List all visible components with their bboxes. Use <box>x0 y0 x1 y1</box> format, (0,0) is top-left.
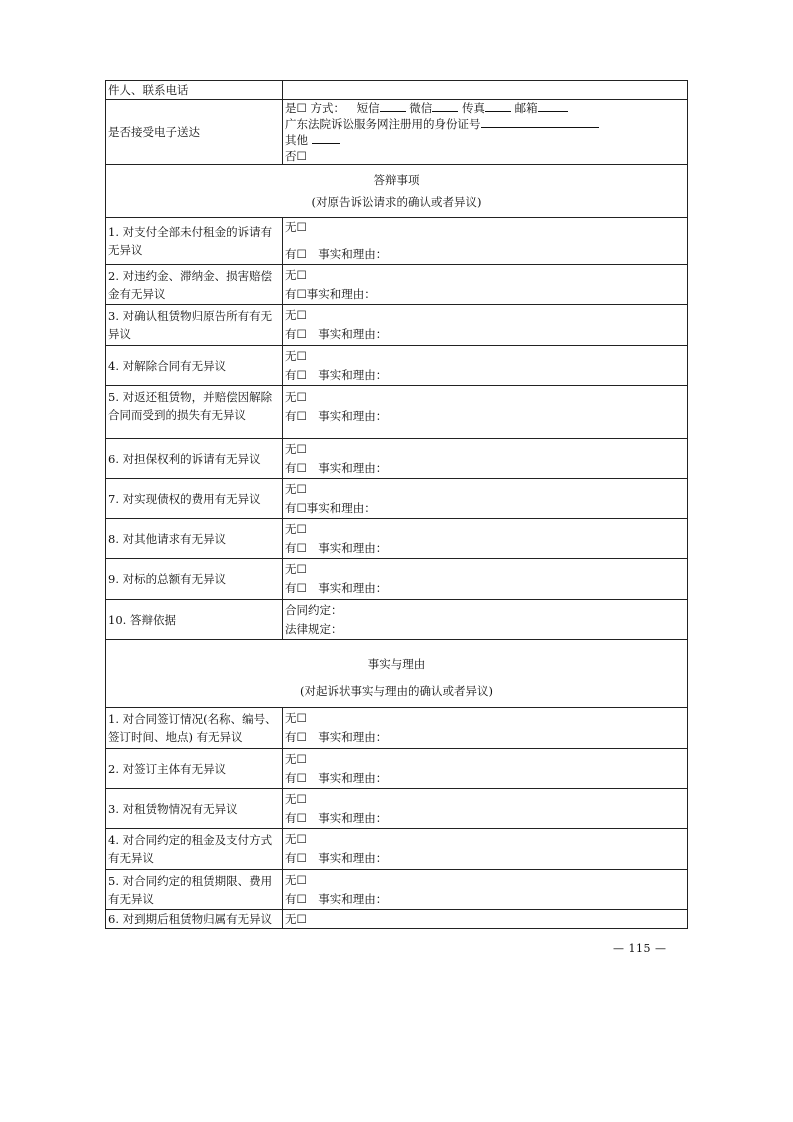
email-blank <box>538 100 568 112</box>
facts-item-row <box>106 870 688 910</box>
defense-basis-label: 10. 答辩依据 <box>106 600 283 640</box>
response-form-table <box>105 80 688 929</box>
other-blank <box>312 132 340 144</box>
has-checkbox[interactable]: 有☐ 事实和理由： <box>285 367 388 382</box>
facts-item-row <box>106 749 688 789</box>
has-checkbox[interactable]: 有☐ 事实和理由： <box>285 327 388 341</box>
defense-item-row <box>106 479 688 519</box>
opt-wechat: 微信 <box>409 101 433 115</box>
facts-section-subtitle: (对起诉状事实与理由的确认或者异议) <box>300 683 493 698</box>
has-checkbox[interactable]: 有☐ 事实和理由： <box>285 409 388 423</box>
facts-item-row <box>106 910 688 929</box>
defense-item-row <box>106 519 688 559</box>
contact-row <box>106 81 688 100</box>
id-blank <box>481 116 599 128</box>
facts-item-label: 3. 对租赁物情况有无异议 <box>106 789 283 829</box>
has-checkbox[interactable]: 有☐ 事实和理由： <box>285 581 388 595</box>
defense-item-row <box>106 439 688 479</box>
none-checkbox[interactable]: 无☐ <box>285 912 307 926</box>
sms-blank <box>380 100 406 112</box>
defense-item-label: 6. 对担保权利的诉请有无异议 <box>106 439 283 479</box>
facts-section-title: 事实与理由 <box>367 656 426 671</box>
e-service-no: 否☐ <box>285 149 307 163</box>
wechat-blank <box>432 100 458 112</box>
none-checkbox[interactable]: 无☐ <box>285 220 307 234</box>
none-checkbox[interactable]: 无☐ <box>285 441 307 456</box>
facts-item-row <box>106 829 688 870</box>
defense-item-label: 7. 对实现债权的费用有无异议 <box>106 479 283 519</box>
none-checkbox[interactable]: 无☐ <box>285 832 307 846</box>
facts-item-label: 1. 对合同签订情况(名称、编号、签订时间、地点) 有无异议 <box>106 708 283 749</box>
defense-item-label: 2. 对违约金、滞纳金、损害赔偿金有无异议 <box>106 265 283 305</box>
none-checkbox[interactable]: 无☐ <box>285 348 307 363</box>
defense-item-row <box>106 346 688 386</box>
defense-section-title: 答辩事项 <box>373 173 420 187</box>
facts-item-label: 5. 对合同约定的租赁期限、费用有无异议 <box>106 870 283 910</box>
defense-item-label: 5. 对返还租赁物，并赔偿因解除合同而受到的损失有无异议 <box>106 386 283 439</box>
contact-label: 件人、联系电话 <box>106 81 283 100</box>
has-checkbox[interactable]: 有☐ 事实和理由： <box>285 460 388 475</box>
e-service-yes: 是☐ 方式： <box>285 101 345 115</box>
defense-item-row <box>106 218 688 265</box>
defense-item-label: 9. 对标的总额有无异议 <box>106 559 283 600</box>
defense-item-row <box>106 559 688 600</box>
has-checkbox[interactable]: 有☐ 事实和理由： <box>285 247 388 261</box>
contact-value <box>283 81 688 100</box>
defense-basis-row <box>106 600 688 640</box>
opt-email: 邮箱 <box>514 101 538 115</box>
defense-item-label: 1. 对支付全部未付租金的诉请有无异议 <box>106 218 283 265</box>
opt-sms: 短信 <box>356 101 380 115</box>
defense-item-row <box>106 305 688 346</box>
defense-item-label: 3. 对确认租赁物归原告所有有无异议 <box>106 305 283 346</box>
e-service-row <box>106 100 688 165</box>
none-checkbox[interactable]: 无☐ <box>285 390 307 404</box>
fax-blank <box>485 100 511 112</box>
other-label: 其他 <box>285 133 308 147</box>
e-service-options <box>283 100 688 165</box>
none-checkbox[interactable]: 无☐ <box>285 481 307 496</box>
contract-basis: 合同约定： <box>285 602 343 617</box>
none-checkbox[interactable]: 无☐ <box>285 308 307 322</box>
page-number: — 115 — <box>613 942 667 955</box>
has-checkbox[interactable]: 有☐ 事实和理由： <box>285 770 388 785</box>
facts-item-label: 2. 对签订主体有无异议 <box>106 749 283 789</box>
none-checkbox[interactable]: 无☐ <box>285 751 307 766</box>
none-checkbox[interactable]: 无☐ <box>285 872 307 887</box>
has-checkbox[interactable]: 有☐事实和理由： <box>285 500 376 515</box>
facts-item-label: 6. 对到期后租赁物归属有无异议 <box>106 910 283 929</box>
has-checkbox[interactable]: 有☐ 事实和理由： <box>285 810 388 825</box>
has-checkbox[interactable]: 有☐ 事实和理由： <box>285 851 388 865</box>
opt-fax: 传真 <box>461 101 485 115</box>
facts-item-label: 4. 对合同约定的租金及支付方式有无异议 <box>106 829 283 870</box>
id-line-label: 广东法院诉讼服务网注册用的身份证号 <box>285 117 481 131</box>
defense-item-row <box>106 386 688 439</box>
has-checkbox[interactable]: 有☐ 事实和理由： <box>285 730 388 744</box>
facts-item-row <box>106 708 688 749</box>
none-checkbox[interactable]: 无☐ <box>285 267 307 282</box>
e-service-label: 是否接受电子送达 <box>106 100 283 165</box>
has-checkbox[interactable]: 有☐事实和理由： <box>285 286 376 301</box>
has-checkbox[interactable]: 有☐ 事实和理由： <box>285 891 388 906</box>
defense-item-label: 8. 对其他请求有无异议 <box>106 519 283 559</box>
defense-item-row <box>106 265 688 305</box>
facts-item-row <box>106 789 688 829</box>
none-checkbox[interactable]: 无☐ <box>285 521 307 536</box>
defense-item-label: 4. 对解除合同有无异议 <box>106 346 283 386</box>
none-checkbox[interactable]: 无☐ <box>285 562 307 576</box>
law-basis: 法律规定： <box>285 621 343 636</box>
defense-section-subtitle: (对原告诉讼请求的确认或者异议) <box>311 195 482 209</box>
defense-section-header <box>106 165 688 218</box>
facts-section-header <box>106 640 688 708</box>
has-checkbox[interactable]: 有☐ 事实和理由： <box>285 540 388 555</box>
none-checkbox[interactable]: 无☐ <box>285 711 307 725</box>
none-checkbox[interactable]: 无☐ <box>285 791 307 806</box>
